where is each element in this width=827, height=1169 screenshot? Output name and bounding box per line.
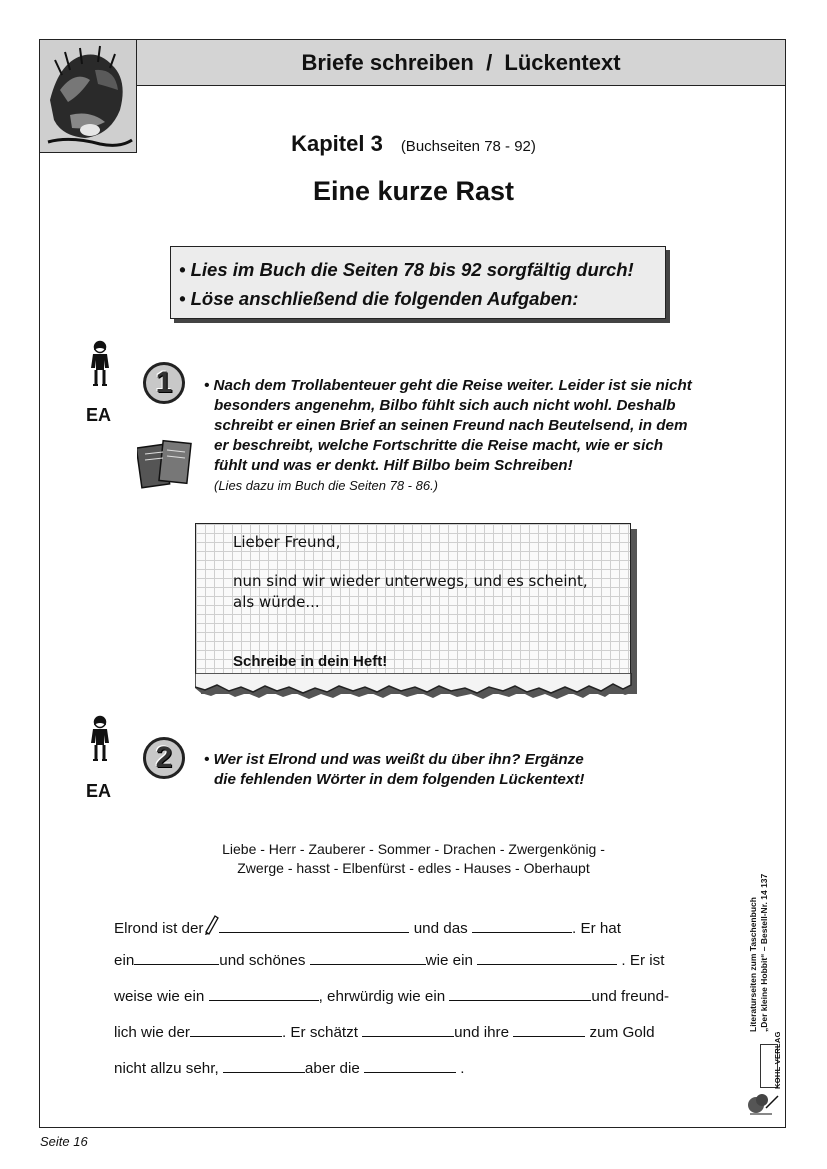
- student-icon: [86, 715, 114, 761]
- chapter-pages: (Buchseiten 78 - 92): [400, 138, 536, 155]
- ea-badge: EA: [86, 405, 112, 425]
- letter-cta: Schreibe in dein Heft!: [233, 653, 388, 670]
- torn-edge: [195, 673, 639, 705]
- mascot-icon: [746, 1090, 780, 1116]
- cloze-gap[interactable]: [223, 1057, 305, 1073]
- cloze-gap[interactable]: [134, 949, 219, 965]
- letter-greeting: Lieber Freund,: [233, 533, 341, 551]
- instruction-line: • Löse anschließend die folgenden Aufgaben:: [179, 288, 579, 309]
- cloze-gap[interactable]: [209, 985, 319, 1001]
- task-number-2: 2: [143, 737, 185, 779]
- cloze-text-fragment: und das: [413, 920, 468, 937]
- cloze-text-fragment: .: [460, 1060, 465, 1077]
- cloze-gap[interactable]: [364, 1057, 456, 1073]
- cloze-text-fragment: und freund-: [591, 988, 670, 1005]
- cloze-text-fragment: aber die: [304, 1060, 360, 1077]
- task-line: besonders angenehm, Bilbo fühlt sich auch nicht wohl. Deshalb: [214, 397, 676, 414]
- cloze-gap[interactable]: [219, 917, 409, 933]
- student-icon: [86, 340, 114, 386]
- publisher-name: KOHL VERLAG: [773, 1031, 782, 1089]
- header-title: Briefe schreiben / Lückentext: [301, 49, 621, 75]
- task-line: die fehlenden Wörter in dem folgenden Lückentext!: [214, 771, 585, 788]
- cloze-text-fragment: . Er hat: [572, 920, 621, 937]
- task-note: (Lies dazu im Buch die Seiten 78 - 86.): [214, 478, 439, 493]
- instruction-line: • Lies im Buch die Seiten 78 bis 92 sorgfältig durch!: [179, 259, 634, 280]
- cloze-text-fragment: zum Gold: [589, 1024, 655, 1041]
- publisher-logo: [760, 1031, 782, 1089]
- cloze-text-fragment: nicht allzu sehr,: [114, 1060, 219, 1077]
- cloze-text-fragment: , ehrwürdig wie ein: [318, 988, 446, 1005]
- cloze-gap[interactable]: [362, 1021, 454, 1037]
- worksheet-header: [136, 39, 786, 86]
- letter-line: nun sind wir wieder unterwegs, und es scheint,: [233, 572, 588, 590]
- chapter-title: Eine kurze Rast: [312, 176, 515, 206]
- book-reference-line: Literaturseiten zum Taschenbuch: [748, 897, 758, 1032]
- instruction-box: [170, 246, 666, 319]
- cloze-text-fragment: wie ein: [425, 952, 473, 969]
- word-bank-line: Zwerge - hasst - Elbenfürst - edles - Hauses - Oberhaupt: [237, 860, 590, 876]
- books-icon: [137, 438, 195, 490]
- chapter-label: Kapitel 3: [291, 131, 383, 156]
- cloze-text-fragment: und ihre: [454, 1024, 510, 1041]
- ea-badge: EA: [86, 781, 112, 801]
- task-line: • Wer ist Elrond und was weißt du über ihn? Ergänze: [204, 751, 584, 768]
- cloze-text-fragment: . Er ist: [621, 952, 665, 969]
- task-line: schreibt er einen Brief an seinen Freund nach Beutelsend, in dem: [214, 417, 688, 434]
- task-number-1: 1: [143, 362, 185, 404]
- task-line: er beschreibt, welche Fortschritte die Reise macht, wie er sich: [214, 437, 664, 454]
- letter-line: als würde...: [233, 593, 320, 611]
- cloze-text-fragment: weise wie ein: [114, 988, 205, 1005]
- cloze-text-fragment: ein: [114, 952, 135, 969]
- task-line: • Nach dem Trollabenteuer geht die Reise weiter. Leider ist sie nicht: [204, 377, 692, 394]
- cloze-gap[interactable]: [477, 949, 617, 965]
- cloze-gap[interactable]: [310, 949, 426, 965]
- book-reference-line: „Der kleine Hobbit“ – Bestell-Nr. 14 137: [759, 873, 769, 1032]
- letter-note: [195, 523, 631, 703]
- page-number: Seite 16: [40, 1134, 88, 1149]
- cloze-gap[interactable]: [472, 917, 572, 933]
- task-2-text: [204, 750, 584, 790]
- chapter-heading: [0, 131, 827, 157]
- cloze-text-fragment: und schönes: [219, 952, 306, 969]
- cloze-gap[interactable]: [513, 1021, 585, 1037]
- cloze-gap[interactable]: [190, 1021, 282, 1037]
- word-bank-line: Liebe - Herr - Zauberer - Sommer - Drachen - Zwergenkönig -: [222, 841, 605, 857]
- cloze-text: [114, 913, 714, 1093]
- task-line: fühlt und was er denkt. Hilf Bilbo beim Schreiben!: [214, 457, 573, 474]
- pencil-icon: [203, 913, 219, 935]
- task-1-text: [204, 376, 692, 496]
- cloze-text-fragment: lich wie der: [114, 1024, 190, 1041]
- cloze-text-fragment: Elrond ist der: [114, 920, 204, 937]
- cloze-text-fragment: . Er schätzt: [281, 1024, 358, 1041]
- cloze-gap[interactable]: [449, 985, 591, 1001]
- book-reference: [748, 874, 770, 1032]
- word-bank: [0, 840, 827, 878]
